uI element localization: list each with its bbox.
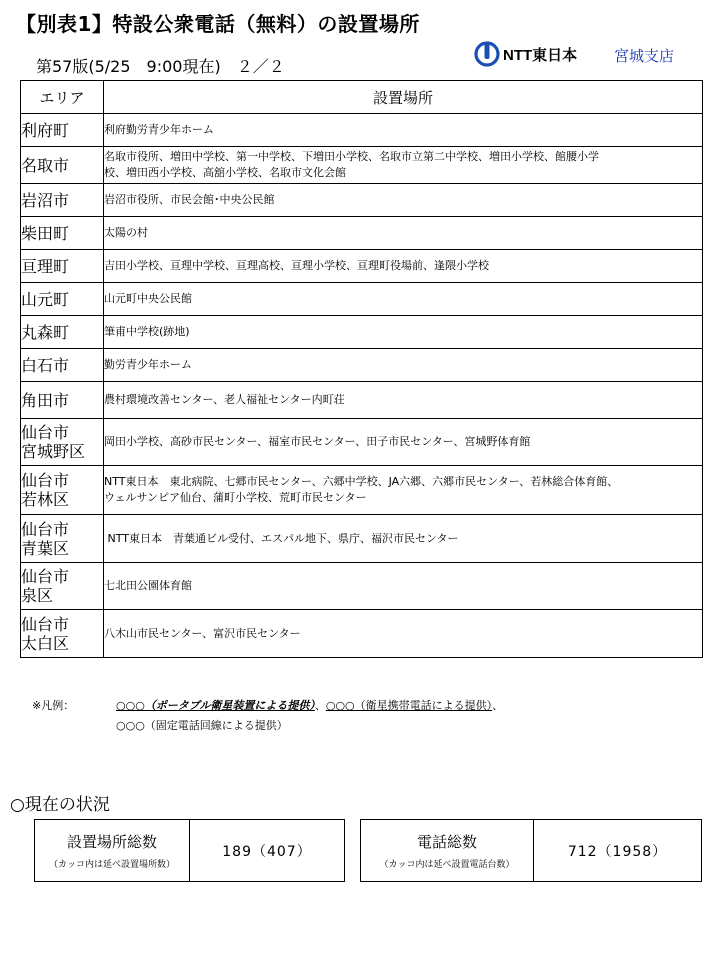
area-cell xyxy=(21,283,104,316)
table-row xyxy=(21,563,703,610)
edition-label: 第57版(5/25 9:00現在) ２／２ xyxy=(36,57,285,76)
table-row xyxy=(21,114,703,147)
area-name: 角田市 xyxy=(21,390,70,410)
locations-cell xyxy=(104,515,703,563)
locations-cell xyxy=(104,563,703,610)
area-name: 青葉区 xyxy=(21,538,70,558)
locations-cell xyxy=(104,114,703,147)
area-name: 仙台市 xyxy=(21,471,70,490)
area-name: 泉区 xyxy=(21,586,54,605)
locations-cell xyxy=(104,283,703,316)
location-text: 七北田公園体育館 xyxy=(104,579,192,592)
locations-cell xyxy=(104,250,703,283)
locations-count-value: 189（407） xyxy=(222,843,312,860)
branch-name: 宮城支店 xyxy=(614,47,675,65)
table-header-row xyxy=(21,81,703,114)
table-row xyxy=(21,250,703,283)
location-text: 八木山市民センター、富沢市民センター xyxy=(104,626,301,640)
locations-cell xyxy=(104,466,703,515)
area-name: 山元町 xyxy=(21,289,70,309)
table-row xyxy=(21,349,703,382)
area-name: 太白区 xyxy=(21,633,70,653)
area-name: 丸森町 xyxy=(21,322,70,342)
table-row xyxy=(21,147,703,184)
legend-satellite: ○○○（衛星携帯電話による提供） xyxy=(325,699,493,712)
area-name: 柴田町 xyxy=(21,223,70,243)
area-name: 仙台市 xyxy=(21,614,70,634)
phones-count-label-cell xyxy=(361,820,534,881)
area-cell xyxy=(21,466,104,515)
area-cell xyxy=(21,316,104,349)
locations-cell xyxy=(104,217,703,250)
table-row xyxy=(21,515,703,563)
locations-cell xyxy=(104,349,703,382)
area-name: 仙台市 xyxy=(21,423,70,442)
area-cell xyxy=(21,563,104,610)
locations-cell xyxy=(104,316,703,349)
table-row xyxy=(21,419,703,466)
area-cell xyxy=(21,515,104,563)
table-row xyxy=(21,283,703,316)
area-name: 若林区 xyxy=(21,490,70,509)
area-name: 宮城野区 xyxy=(21,442,86,461)
document-title: 【別表1】特設公衆電話（無料）の設置場所 xyxy=(16,12,420,36)
area-name: 仙台市 xyxy=(21,567,70,586)
legend-line-2 xyxy=(32,716,503,736)
legend-line-1 xyxy=(32,696,503,716)
location-text: 利府勤労青少年ホーム xyxy=(104,123,214,136)
logo-text: NTT東日本 xyxy=(503,46,578,64)
area-cell xyxy=(21,184,104,217)
locations-cell xyxy=(104,147,703,184)
location-text: 農村環境改善センター、老人福祉センター内町荘 xyxy=(104,393,345,406)
area-cell xyxy=(21,147,104,184)
area-cell xyxy=(21,250,104,283)
table-row xyxy=(21,184,703,217)
legend-separator: 、 xyxy=(314,699,326,712)
locations-cell xyxy=(104,419,703,466)
table-row xyxy=(21,610,703,658)
table-row xyxy=(21,316,703,349)
area-cell xyxy=(21,114,104,147)
locations-count-note: （カッコ内は延べ設置場所数） xyxy=(49,860,175,870)
phones-count-box xyxy=(360,819,702,882)
area-name: 白石市 xyxy=(21,355,70,375)
area-cell xyxy=(21,382,104,419)
legend-portable: ○○○（ポータブル衛星装置による提供） xyxy=(116,699,315,712)
header-area: エリア xyxy=(21,81,104,114)
legend-prefix: ※凡例： xyxy=(32,699,75,712)
table-row xyxy=(21,466,703,515)
location-text: NTT東日本 青葉通ビル受付、エスパル地下、県庁、福沢市民センター xyxy=(104,531,459,545)
location-text: 岩沼市役所、市民会館･中央公民館 xyxy=(104,193,275,206)
area-name: 仙台市 xyxy=(21,519,70,539)
locations-table xyxy=(20,80,703,658)
location-text: 名取市役所、増田中学校、第一中学校、下増田小学校、名取市立第二中学校、増田小学校、館腰小学 xyxy=(104,150,599,163)
location-text: 校、増田西小学校、高舘小学校、名取市文化会館 xyxy=(104,166,346,179)
location-text: 吉田小学校、亘理中学校、亘理高校、亘理小学校、亘理町役場前、逢隈小学校 xyxy=(104,259,489,272)
location-text: 太陽の村 xyxy=(104,226,148,239)
area-cell xyxy=(21,349,104,382)
area-name: 利府町 xyxy=(21,120,70,140)
area-name: 亘理町 xyxy=(21,256,70,276)
ntt-logo-icon xyxy=(474,41,500,67)
area-cell xyxy=(21,419,104,466)
ntt-logo xyxy=(474,41,577,67)
phones-count-label: 電話総数 xyxy=(416,833,477,851)
location-text: NTT東日本 東北病院、七郷市民センター、六郷中学校、JA六郷、六郷市民センター、若林総合体育館、 xyxy=(104,475,619,488)
legend xyxy=(32,696,503,736)
legend-fixed: ○○○（固定電話回線による提供） xyxy=(116,719,288,732)
locations-count-label: 設置場所総数 xyxy=(66,833,157,851)
status-heading: ○現在の状況 xyxy=(10,795,110,815)
locations-cell xyxy=(104,184,703,217)
area-cell xyxy=(21,217,104,250)
area-name: 岩沼市 xyxy=(21,190,70,210)
header-locations: 設置場所 xyxy=(104,81,703,114)
area-name: 名取市 xyxy=(21,155,70,175)
area-cell xyxy=(21,610,104,658)
location-text: 岡田小学校、高砂市民センター、福室市民センター、田子市民センター、宮城野体育館 xyxy=(104,435,531,448)
locations-count-label-cell xyxy=(35,820,190,881)
location-text: 筆甫中学校(跡地) xyxy=(104,325,190,338)
locations-cell xyxy=(104,382,703,419)
phones-count-note: （カッコ内は延べ設置電話台数） xyxy=(379,860,515,870)
location-text: 山元町中央公民館 xyxy=(104,292,192,305)
locations-cell xyxy=(104,610,703,658)
location-text: 勤労青少年ホーム xyxy=(104,358,192,371)
location-text: ウェルサンピア仙台、蒲町小学校、荒町市民センター xyxy=(104,491,367,504)
legend-separator: 、 xyxy=(492,699,504,712)
phones-count-value: 712（1958） xyxy=(567,843,668,860)
locations-count-box xyxy=(34,819,345,882)
table-row xyxy=(21,382,703,419)
table-row xyxy=(21,217,703,250)
